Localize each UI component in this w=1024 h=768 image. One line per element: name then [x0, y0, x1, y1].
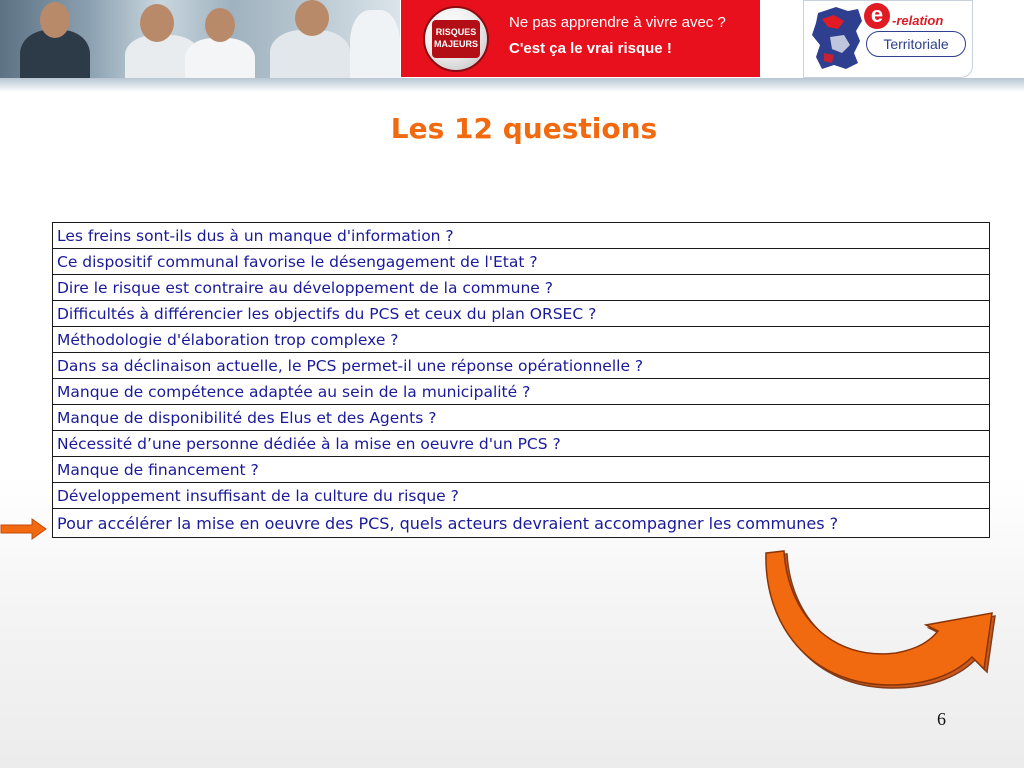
logo-relation-text: -relation: [892, 13, 944, 28]
logo-territoriale-text: Territoriale: [866, 31, 966, 57]
question-cell: Manque de compétence adaptée au sein de la municipalité ?: [53, 379, 990, 405]
person-head: [140, 4, 174, 42]
table-row: [53, 327, 990, 353]
curved-arrow-icon: [740, 545, 1024, 715]
question-cell: Les freins sont-ils dus à un manque d'information ?: [53, 223, 990, 249]
table-row-highlighted: [53, 509, 990, 538]
person-head: [295, 0, 329, 36]
e-relation-territoriale-logo: [803, 0, 973, 78]
question-cell: Ce dispositif communal favorise le désengagement de l'Etat ?: [53, 249, 990, 275]
table-row: [53, 431, 990, 457]
page-title: Les 12 questions: [390, 112, 658, 145]
questions-table: [52, 222, 990, 538]
table-row: [53, 379, 990, 405]
question-cell: Manque de disponibilité des Elus et des Agents ?: [53, 405, 990, 431]
table-row: [53, 301, 990, 327]
table-row: [53, 457, 990, 483]
person-head: [205, 8, 235, 42]
question-cell: Développement insuffisant de la culture du risque ?: [53, 483, 990, 509]
table-row: [53, 275, 990, 301]
question-cell: Dire le risque est contraire au développement de la commune ?: [53, 275, 990, 301]
header-banner: [0, 0, 1024, 84]
risques-majeurs-banner: [401, 0, 760, 77]
risques-majeurs-badge-text: RISQUES MAJEURS: [432, 20, 480, 58]
france-map-icon: [808, 5, 866, 73]
table-row: [53, 483, 990, 509]
person-figure: [350, 10, 400, 80]
header-photo: [0, 0, 400, 80]
table-row: [53, 353, 990, 379]
person-head: [40, 2, 70, 38]
question-cell: Difficultés à différencier les objectifs du PCS et ceux du plan ORSEC ?: [53, 301, 990, 327]
campaign-slogan-line2: C'est ça le vrai risque !: [509, 40, 672, 57]
logo-e-letter: e: [864, 3, 890, 29]
campaign-slogan-line1: Ne pas apprendre à vivre avec ?: [509, 14, 726, 31]
question-cell: Nécessité d’une personne dédiée à la mise en oeuvre d'un PCS ?: [53, 431, 990, 457]
risques-majeurs-logo: [423, 6, 489, 72]
table-row: [53, 249, 990, 275]
person-figure: [270, 30, 350, 80]
person-figure: [185, 38, 255, 80]
question-cell: Méthodologie d'élaboration trop complexe ?: [53, 327, 990, 353]
arrow-right-icon: [0, 518, 48, 540]
question-cell: Pour accélérer la mise en oeuvre des PCS, quels acteurs devraient accompagner les communes ?: [53, 509, 990, 538]
question-cell: Dans sa déclinaison actuelle, le PCS permet-il une réponse opérationnelle ?: [53, 353, 990, 379]
page-number: 6: [937, 709, 946, 729]
header-divider: [0, 78, 1024, 92]
table-row: [53, 405, 990, 431]
question-cell: Manque de financement ?: [53, 457, 990, 483]
table-row: [53, 223, 990, 249]
